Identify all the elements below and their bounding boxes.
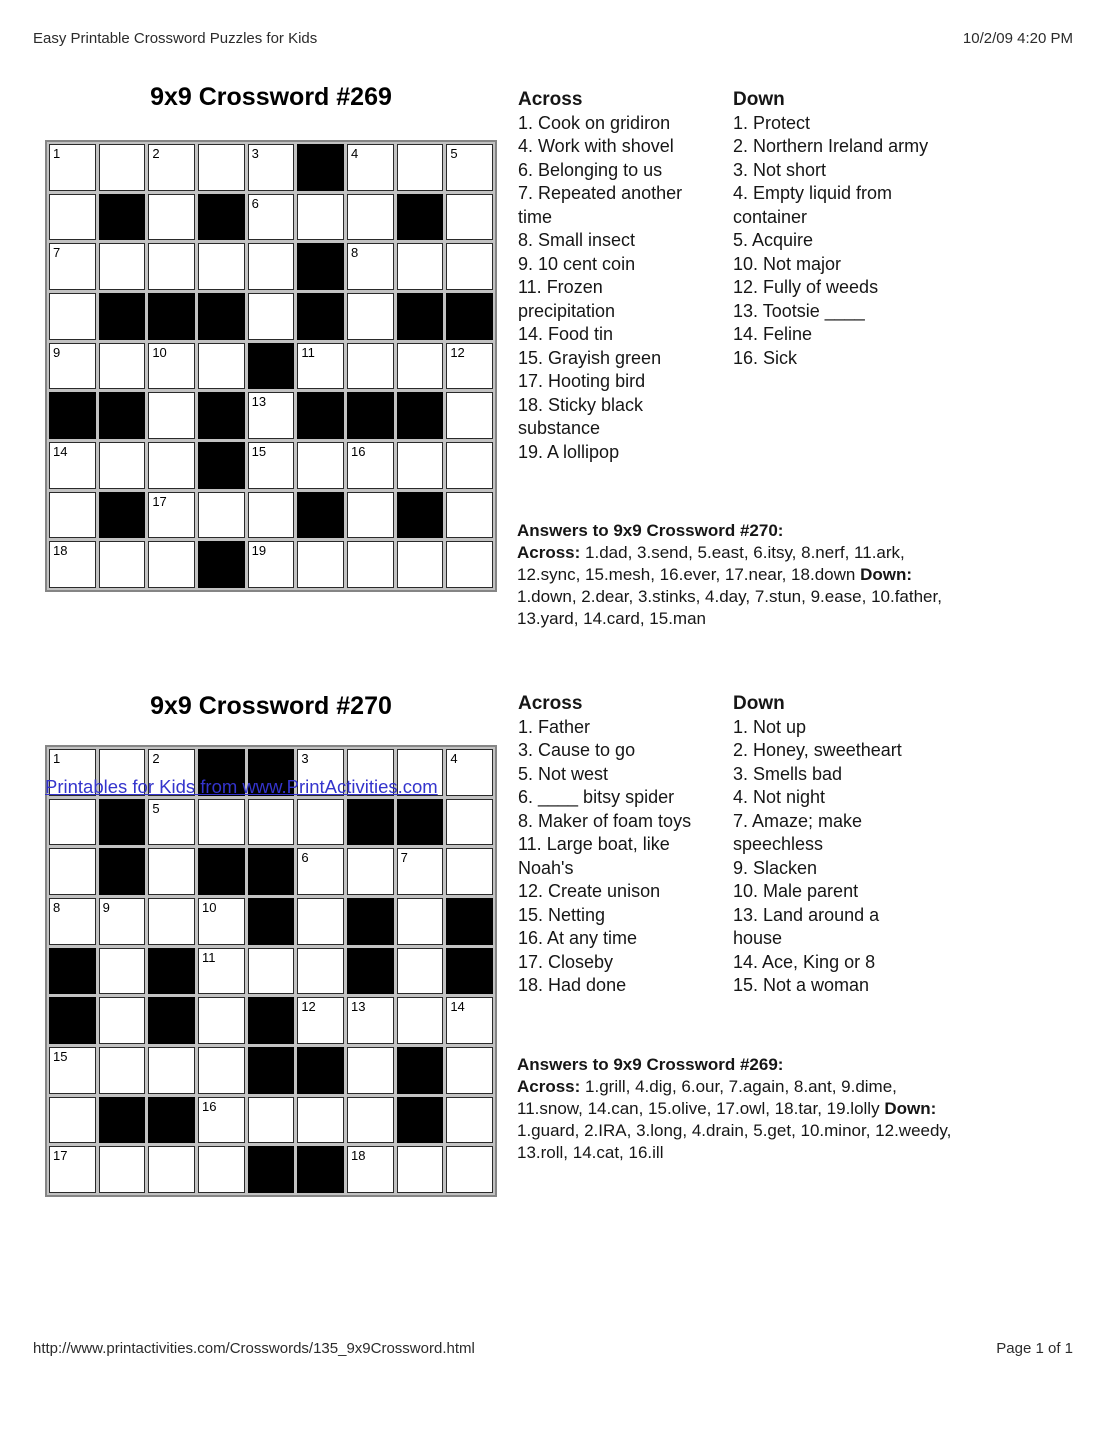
grid-cell: [148, 898, 195, 945]
clue-line: 5. Acquire: [733, 230, 814, 250]
down-column-269: [733, 88, 978, 464]
clue-line: 6. ____ bitsy spider: [518, 787, 675, 807]
grid-cell: [297, 541, 344, 588]
clue-line: Noah's: [518, 857, 574, 878]
grid-cell-black: [99, 194, 146, 241]
grid-cell-black: [198, 541, 245, 588]
grid-cell: [297, 442, 344, 489]
grid-cell: [297, 194, 344, 241]
clue-line: 15. Grayish green: [518, 347, 662, 368]
grid-cell: [148, 243, 195, 290]
clue-line: 8. Small insect: [518, 230, 636, 250]
grid-cell-black: [397, 293, 444, 340]
grid-cell-black: [248, 1146, 295, 1193]
grid-cell: [148, 194, 195, 241]
clue-line: 12. Fully of weeds: [733, 277, 879, 297]
clue-line: 3. Cause to go: [518, 740, 636, 760]
answers-line: 11.snow, 14.can, 15.olive, 17.owl, 18.tar, 19.lolly Down:: [517, 1099, 937, 1118]
grid-cell-black: [99, 799, 146, 846]
print-header: [33, 30, 1073, 47]
grid-cell: [297, 898, 344, 945]
grid-cell: [49, 799, 96, 846]
grid-cell: [99, 144, 146, 191]
grid-cell: [198, 144, 245, 191]
grid-cell: [248, 492, 295, 539]
clue-line: 5. Not west: [518, 763, 609, 784]
grid-cell: [446, 1146, 493, 1193]
grid-cell-black: [347, 948, 394, 995]
grid-cell: 13: [248, 392, 295, 439]
grid-cell: [397, 1146, 444, 1193]
grid-cell-black: [397, 1097, 444, 1144]
clue-line: 1. Not up: [733, 716, 807, 737]
clue-line: 2. Honey, sweetheart: [733, 740, 902, 760]
clue-line: precipitation: [518, 300, 616, 321]
grid-cell: [397, 343, 444, 390]
grid-cell-black: [99, 392, 146, 439]
grid-cell: 16: [198, 1097, 245, 1144]
grid-cell: [347, 541, 394, 588]
answers-line: Across: 1.dad, 3.send, 5.east, 6.itsy, 8.nerf, 11.ark,: [517, 543, 905, 562]
grid-cell-black: [148, 997, 195, 1044]
crossword-grid-270: [45, 745, 497, 1197]
grid-cell: [397, 541, 444, 588]
grid-cell: 6: [248, 194, 295, 241]
clue-line: 4. Work with shovel: [518, 136, 674, 156]
grid-cell: [446, 243, 493, 290]
grid-cell: 10: [198, 898, 245, 945]
grid-cell: 7: [397, 848, 444, 895]
grid-cell: [248, 799, 295, 846]
grid-cell: 12: [297, 997, 344, 1044]
grid-cell: [148, 1146, 195, 1193]
grid-cell: [297, 1097, 344, 1144]
grid-cell-black: [297, 144, 344, 191]
grid-cell: [198, 492, 245, 539]
grid-cell: [248, 948, 295, 995]
grid-cell: [148, 1047, 195, 1094]
grid-cell-black: [148, 293, 195, 340]
grid-cell-black: [248, 343, 295, 390]
grid-cell: [446, 848, 493, 895]
clue-line: 10. Male parent: [733, 881, 859, 901]
grid-cell-black: [198, 293, 245, 340]
down-clues-269: [733, 112, 978, 371]
grid-cell: 10: [148, 343, 195, 390]
answers-body: [517, 1076, 951, 1164]
across-column-269: [518, 88, 733, 464]
grid-cell: 1: [49, 749, 96, 796]
grid-cell-black: [49, 997, 96, 1044]
grid-cell: 3: [248, 144, 295, 191]
grid-cell: [446, 194, 493, 241]
grid-cell-black: [446, 293, 493, 340]
answers-line: 13.yard, 14.card, 15.man: [517, 609, 707, 628]
grid-cell: 14: [49, 442, 96, 489]
grid-cell: [446, 442, 493, 489]
clue-line: 12. Create unison: [518, 881, 661, 901]
clue-line: 11. Large boat, like: [518, 834, 670, 854]
grid-cell: [198, 1047, 245, 1094]
grid-cell: 17: [49, 1146, 96, 1193]
clue-line: 9. Slacken: [733, 857, 818, 878]
grid-cell-black: [198, 442, 245, 489]
grid-cell-black: [397, 492, 444, 539]
grid-cell-black: [347, 392, 394, 439]
clue-line: 19. A lollipop: [518, 441, 620, 462]
grid-cell-black: [297, 1047, 344, 1094]
grid-cell-black: [347, 898, 394, 945]
grid-cell: [198, 997, 245, 1044]
down-column-270: [733, 692, 978, 998]
footer-page-info: Page 1 of 1: [996, 1340, 1073, 1357]
across-header: Across: [518, 89, 583, 110]
grid-cell-black: [347, 799, 394, 846]
clues-270: [518, 692, 978, 998]
grid-cell-black: [99, 848, 146, 895]
grid-cell: [347, 848, 394, 895]
grid-cell-black: [198, 392, 245, 439]
clue-line: 14. Food tin: [518, 324, 614, 344]
grid-cell: [446, 492, 493, 539]
grid-cell: [347, 1047, 394, 1094]
grid-cell-black: [397, 392, 444, 439]
print-footer: [33, 1340, 1073, 1357]
grid-cell: [397, 898, 444, 945]
down-header: Down: [733, 693, 785, 714]
clue-line: substance: [518, 418, 601, 438]
clue-line: 16. Sick: [733, 347, 798, 368]
grid-cell: [49, 1097, 96, 1144]
grid-cell: [49, 492, 96, 539]
grid-cell: [446, 392, 493, 439]
grid-cell: [99, 997, 146, 1044]
grid-cell: 19: [248, 541, 295, 588]
grid-cell: [347, 1097, 394, 1144]
grid-cell: [397, 243, 444, 290]
grid-cell-black: [248, 898, 295, 945]
grid-cell-black: [397, 1047, 444, 1094]
grid-cell: 9: [99, 898, 146, 945]
grid-cell-black: [297, 492, 344, 539]
grid-cell-black: [297, 293, 344, 340]
grid-cell-black: [198, 194, 245, 241]
clue-line: time: [518, 206, 553, 227]
clue-line: 13. Tootsie ____: [733, 300, 865, 321]
clue-line: 15. Not a woman: [733, 975, 870, 995]
clue-line: 17. Hooting bird: [518, 371, 646, 391]
grid-cell: 1: [49, 144, 96, 191]
clue-line: 17. Closeby: [518, 951, 614, 972]
grid-cell: 9: [49, 343, 96, 390]
clue-line: 15. Netting: [518, 904, 606, 925]
grid-cell: [297, 948, 344, 995]
grid-cell: 15: [49, 1047, 96, 1094]
grid-cell-black: [49, 948, 96, 995]
clue-line: 7. Amaze; make: [733, 810, 863, 831]
grid-cell-black: [248, 1047, 295, 1094]
grid-cell: 5: [446, 144, 493, 191]
grid-cell: 13: [347, 997, 394, 1044]
grid-cell-black: [397, 799, 444, 846]
grid-cell-black: [297, 392, 344, 439]
grid-cell-black: [297, 243, 344, 290]
grid-cell: 12: [446, 343, 493, 390]
across-clues-270: [518, 716, 733, 998]
grid-cell: [297, 799, 344, 846]
across-header: Across: [518, 693, 583, 714]
grid-cell: [198, 343, 245, 390]
grid-cell: [446, 1097, 493, 1144]
grid-cell-black: [446, 898, 493, 945]
answers-to-270: [517, 520, 942, 630]
grid-cell: [198, 243, 245, 290]
grid-cell: [198, 1146, 245, 1193]
grid-cell: [248, 293, 295, 340]
clue-line: 1. Protect: [733, 112, 811, 133]
down-clues-270: [733, 716, 978, 998]
grid-cell: 4: [446, 749, 493, 796]
clue-line: 6. Belonging to us: [518, 159, 663, 180]
answers-line: 13.roll, 14.cat, 16.ill: [517, 1143, 664, 1162]
grid-cell-black: [446, 948, 493, 995]
grid-cell: 2: [148, 144, 195, 191]
grid-cell: 18: [49, 541, 96, 588]
clue-line: 2. Northern Ireland army: [733, 136, 929, 156]
grid-cell: 3: [297, 749, 344, 796]
answers-heading: Answers to 9x9 Crossword #269:: [517, 1055, 784, 1074]
grid-cell: [446, 1047, 493, 1094]
down-header: Down: [733, 89, 785, 110]
grid-cell: [99, 1047, 146, 1094]
grid-cell: [99, 1146, 146, 1193]
grid-cell: [347, 194, 394, 241]
grid-cell: 6: [297, 848, 344, 895]
grid-cell: 11: [198, 948, 245, 995]
grid-cell: [446, 799, 493, 846]
answers-to-269: [517, 1054, 951, 1164]
grid-cell: 4: [347, 144, 394, 191]
answers-line: 1.guard, 2.IRA, 3.long, 4.drain, 5.get, 10.minor, 12.weedy,: [517, 1121, 952, 1140]
grid-cell: 8: [347, 243, 394, 290]
answers-body: [517, 542, 942, 630]
header-datetime: 10/2/09 4:20 PM: [962, 30, 1073, 47]
grid-cell-black: [148, 1097, 195, 1144]
clue-line: 8. Maker of foam toys: [518, 810, 692, 831]
grid-cell-black: [297, 1146, 344, 1193]
grid-cell-black: [248, 848, 295, 895]
across-column-270: [518, 692, 733, 998]
grid-cell: [148, 541, 195, 588]
crossword-grid-269: [45, 140, 497, 592]
grid-cell: 18: [347, 1146, 394, 1193]
clue-line: 13. Land around a: [733, 904, 880, 925]
grid-cell: 5: [148, 799, 195, 846]
grid-cell: 14: [446, 997, 493, 1044]
clue-line: 7. Repeated another: [518, 183, 683, 203]
grid-cell-black: [99, 1097, 146, 1144]
grid-cell-black: [248, 997, 295, 1044]
grid-cell: 17: [148, 492, 195, 539]
answers-line: 12.sync, 15.mesh, 16.ever, 17.near, 18.down Down:: [517, 565, 912, 584]
grid-cell: 7: [49, 243, 96, 290]
grid-cell: [397, 997, 444, 1044]
clue-line: 9. 10 cent coin: [518, 253, 636, 274]
header-document-title: Easy Printable Crossword Puzzles for Kids: [33, 30, 318, 47]
grid-cell: 15: [248, 442, 295, 489]
grid-cell: [49, 194, 96, 241]
clue-line: 4. Not night: [733, 787, 826, 807]
grid-cell: [99, 343, 146, 390]
grid-cell: [397, 948, 444, 995]
clue-line: 3. Not short: [733, 159, 827, 180]
grid-cell: [248, 243, 295, 290]
clue-line: 3. Smells bad: [733, 763, 843, 784]
puzzle-270-title: 9x9 Crossword #270: [150, 692, 392, 720]
grid-cell: [446, 541, 493, 588]
grid-cell: [248, 1097, 295, 1144]
grid-cell-black: [99, 293, 146, 340]
clue-line: 18. Sticky black: [518, 394, 644, 415]
grid-cell-black: [148, 948, 195, 995]
clue-line: 18. Had done: [518, 975, 627, 995]
grid-cell: [148, 442, 195, 489]
clue-line: 10. Not major: [733, 253, 842, 274]
answers-line: 1.down, 2.dear, 3.stinks, 4.day, 7.stun, 9.ease, 10.father,: [517, 587, 942, 606]
grid-cell: 2: [148, 749, 195, 796]
grid-cell: [49, 848, 96, 895]
clue-line: 1. Cook on gridiron: [518, 112, 671, 133]
clue-line: 14. Ace, King or 8: [733, 951, 876, 972]
grid-cell-black: [49, 392, 96, 439]
grid-cell: [198, 799, 245, 846]
clue-line: 16. At any time: [518, 928, 638, 948]
grid-cell-black: [198, 848, 245, 895]
clue-line: 11. Frozen: [518, 277, 603, 297]
grid-cell: [99, 243, 146, 290]
clue-line: 14. Feline: [733, 324, 813, 344]
grid-cell: [347, 343, 394, 390]
grid-cell: [49, 293, 96, 340]
grid-cell: [347, 293, 394, 340]
answers-heading: Answers to 9x9 Crossword #270:: [517, 521, 784, 540]
grid-cell: [148, 848, 195, 895]
answers-line: Across: 1.grill, 4.dig, 6.our, 7.again, 8.ant, 9.dime,: [517, 1077, 897, 1096]
grid-cell: 16: [347, 442, 394, 489]
grid-cell: [148, 392, 195, 439]
clue-line: speechless: [733, 834, 824, 854]
footer-url: http://www.printactivities.com/Crosswords/135_9x9Crossword.html: [33, 1340, 475, 1357]
grid-cell: [347, 492, 394, 539]
clue-line: container: [733, 206, 808, 227]
grid-cell: 11: [297, 343, 344, 390]
clues-269: [518, 88, 978, 464]
grid-cell: [397, 442, 444, 489]
grid-cell-black: [397, 194, 444, 241]
grid-cell: [99, 541, 146, 588]
printactivities-link[interactable]: Printables for Kids from www.PrintActivities.com: [45, 776, 438, 797]
grid-cell-black: [99, 492, 146, 539]
clue-line: 1. Father: [518, 716, 591, 737]
clue-line: 4. Empty liquid from: [733, 183, 893, 203]
puzzle-269-title: 9x9 Crossword #269: [150, 83, 392, 111]
grid-cell: 8: [49, 898, 96, 945]
grid-cell: [397, 144, 444, 191]
grid-cell: [99, 442, 146, 489]
clue-line: house: [733, 928, 783, 948]
across-clues-269: [518, 112, 733, 465]
grid-cell: [99, 948, 146, 995]
